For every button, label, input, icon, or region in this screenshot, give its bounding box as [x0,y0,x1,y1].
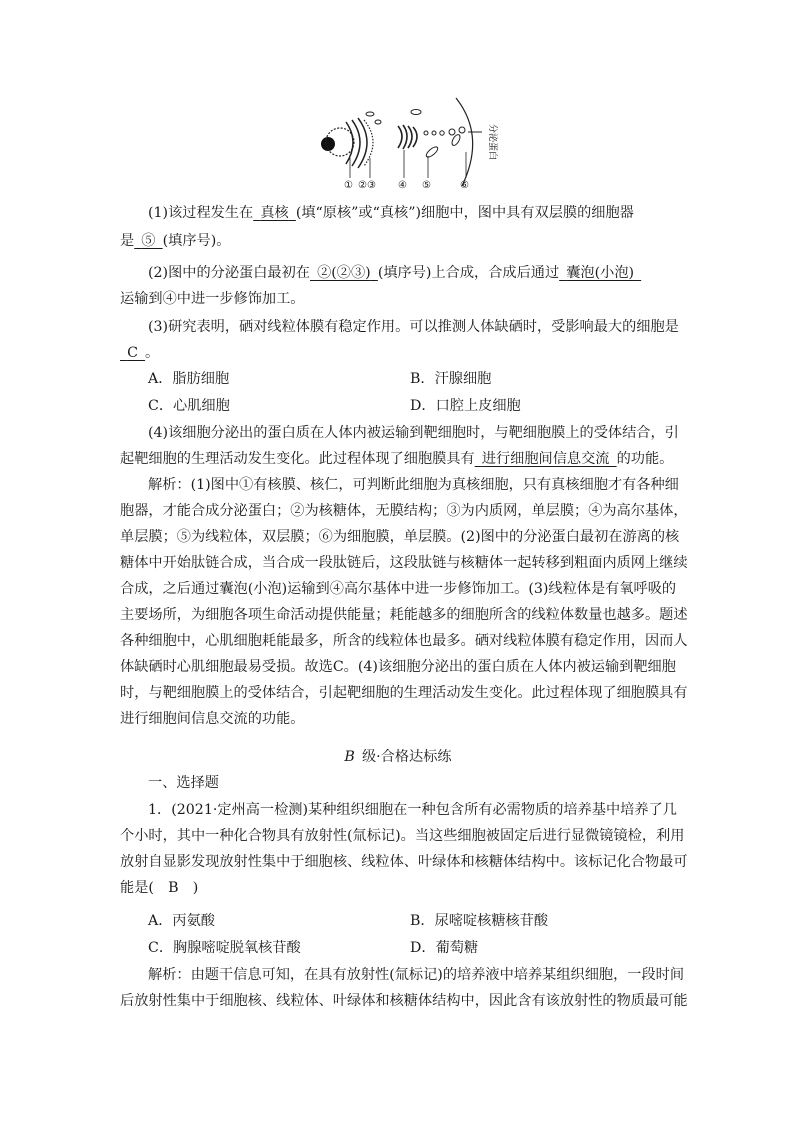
q3-answer: C [127,345,138,361]
q4-answer: 进行细胞间信息交流 [481,451,610,467]
q2-text-c: 运输到④中进一步修饰加工。 [120,291,305,307]
q1-text-a: (1)该过程发生在 [148,205,254,221]
question-line: 放射自显影发现放射性集中于细胞核、线粒体、叶绿体和核糖体结构中。该标记化合物最可 [120,854,688,870]
mitochondrion-icon [425,145,440,159]
q5-option-d: D．葡萄糖 [410,940,479,956]
question-1-line-1 [148,200,676,226]
q2-answer-2: 囊泡(小泡) [566,265,635,281]
q3-text-a: (3)研究表明，硒对线粒体膜有稳定作用。可以推测人体缺硒时，受影响最大的细胞是 [148,319,679,335]
q5-option-a: A．丙氨酸 [148,913,215,929]
diagram-marker: ① [344,180,353,191]
diagram-marker: ⑤ [422,180,431,191]
question-2-line-2 [120,286,676,312]
q3-option-c: C．心肌细胞 [148,398,230,414]
q2-text-a: (2)图中的分泌蛋白最初在 [148,265,310,281]
q3-option-a: A．脂肪细胞 [148,371,230,387]
q2-answer: ②(②③) [317,265,371,281]
question-2-line-1 [148,260,676,286]
q3-option-b: B．汗腺细胞 [410,371,492,387]
analysis-line: 体缺硒时心肌细胞最易受损。故选C。(4)该细胞分泌出的蛋白质在人体内被运输到靶细胞 [120,659,676,675]
analysis-line: 胞器，才能合成分泌蛋白；②为核糖体，无膜结构；③为内质网，单层膜；④为高尔基体， [120,503,688,519]
q2-text-b: (填序号)上合成，合成后通过 [377,265,560,281]
question-line-last [120,875,676,901]
analysis-line: 进行细胞间信息交流的功能。 [120,711,305,727]
diagram-marker: ⑥ [460,180,469,191]
q4-text-b: 起靶细胞的生理活动发生变化。此过程体现了细胞膜具有 [120,451,475,467]
secretory-pathway-diagram [310,92,510,192]
q4-text-c: 的功能。 [616,451,674,467]
analysis-line: 时，与靶细胞膜上的受体结合，引起靶细胞的生理活动发生变化。此过程体现了细胞膜具有 [120,685,688,701]
analysis-line: 解析：由题干信息可知，在具有放射性(氚标记)的培养液中培养某组织细胞，一段时间 [148,967,685,983]
section-title: 级·合格达标练 [361,749,452,765]
q3-text-b: 。 [145,345,160,361]
q5-answer: B [168,880,179,896]
analysis-line: 解析：(1)图中①有核膜、核仁，可判断此细胞为真核细胞，只有真核细胞才有各种细 [148,477,679,493]
question-3-line-2 [120,340,676,366]
golgi-icon [398,126,402,148]
analysis-line: 糖体中开始肽链合成，当合成一段肽链后，这段肽链与核糖体一起转移到粗面内质网上继续 [120,555,688,571]
diagram-marker: ②③ [358,180,376,191]
q4-text-a: (4)该细胞分泌出的蛋白质在人体内被运输到靶细胞时，与靶细胞膜上的受体结合，引 [148,425,679,441]
part-heading: 一、选择题 [148,775,219,791]
analysis-line: 各种细胞中，心肌细胞耗能最多，所含的线粒体也最多。硒对线粒体膜有稳定作用，因而人 [120,633,688,649]
analysis-line: 单层膜；⑤为线粒体，双层膜；⑥为细胞膜，单层膜。(2)图中的分泌蛋白最初在游离的核 [120,529,680,545]
q3-option-d: D．口腔上皮细胞 [410,398,521,414]
analysis-line: 合成，之后通过囊泡(小泡)运输到④高尔基体中进一步修饰加工。(3)线粒体是有氧呼吸的 [120,581,677,597]
q1-text-d: (填序号)。 [162,233,231,249]
question-4-line-2 [120,446,676,472]
question-1-line-2 [120,228,676,254]
q1-text-c: 是 [120,233,135,249]
er-icon [346,122,353,164]
q5-option-b: B．尿嘧啶核糖核苷酸 [410,913,549,929]
secretory-protein-label: 分泌蛋白 [487,124,497,161]
analysis-line: 后放射性集中于细胞核、线粒体、叶绿体和核糖体结构中，因此含有该放射性的物质最可能 [120,993,688,1009]
question-line: 1．(2021·定州高一检测)某种组织细胞在一种包含所有必需物质的培养基中培养了几 [148,802,677,818]
question-3-line-1 [148,314,679,340]
question-line: 个小时，其中一种化合物具有放射性(氚标记)。当这些细胞被固定后进行显微镜镜检，利用 [120,828,685,844]
section-letter: B [344,749,355,765]
q1-answer: 真核 [260,205,289,221]
q5-text-b: ) [192,880,199,896]
diagram-marker: ④ [398,180,407,191]
q5-text-a: 能是( [120,880,154,896]
q1-answer-2: ⑤ [141,233,156,249]
analysis-line: 主要场所，为细胞各项生命活动提供能量；耗能越多的细胞所含的线粒体数量也越多。题述 [120,607,688,623]
question-4-line-1 [148,420,679,446]
section-heading [120,744,676,770]
q1-text-b: (填“原核”或“真核”)细胞中，图中具有双层膜的细胞器 [295,205,634,221]
q5-option-c: C．胸腺嘧啶脱氧核苷酸 [148,940,301,956]
